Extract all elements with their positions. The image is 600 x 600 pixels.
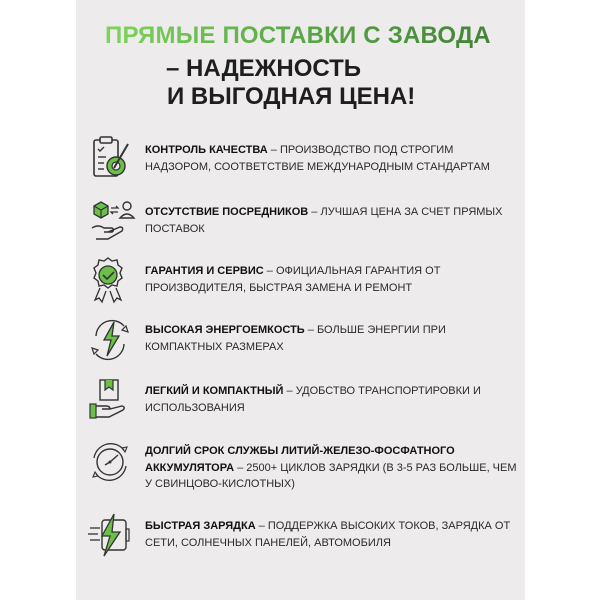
quality-control-clipboard-gear-icon <box>86 134 142 182</box>
warranty-badge-icon <box>86 256 142 304</box>
fast-charge-battery-icon <box>86 512 142 560</box>
feature-description: УДОБСТВО ТРАНСПОРТИРОВКИ И ИСПОЛЬЗОВАНИЯ <box>145 385 481 414</box>
feature-text: ДОЛГИЙ СРОК СЛУЖБЫ ЛИТИЙ-ЖЕЛЕЗО-ФОСФАТНОГО АККУМУЛЯТОРА – 2500+ ЦИКЛОВ ЗАРЯДКИ (В 3-5 РАЗ БОЛЬШЕ, ЧЕМ У СВИНЦОВО-КИСЛОТНЫХ) <box>145 445 517 490</box>
headline-black <box>166 55 415 111</box>
energy-lightning-cycle-icon <box>86 316 142 364</box>
headline-green: ПРЯМЫЕ ПОСТАВКИ С ЗАВОДА <box>105 22 525 50</box>
feature-title: ЛЕГКИЙ И КОМПАКТНЫЙ <box>145 385 284 397</box>
feature-text: ОТСУТСТВИЕ ПОСРЕДНИКОВ – ЛУЧШАЯ ЦЕНА ЗА СЧЕТ ПРЯМЫХ ПОСТАВОК <box>145 206 503 235</box>
feature-description: ПОДДЕРЖКА ВЫСОКИХ ТОКОВ, ЗАРЯДКА ОТ СЕТИ, СОЛНЕЧНЫХ ПАНЕЛЕЙ, АВТОМОБИЛЯ <box>145 520 511 549</box>
feature-text: ГАРАНТИЯ И СЕРВИС – ОФИЦИАЛЬНАЯ ГАРАНТИЯ ОТ ПРОИЗВОДИТЕЛЯ, БЫСТРАЯ ЗАМЕНА И РЕМОНТ <box>145 265 441 294</box>
headline-line-2: – НАДЕЖНОСТЬ <box>166 55 362 82</box>
lightweight-box-hand-icon <box>86 376 142 424</box>
feature-title: ДОЛГИЙ СРОК СЛУЖБЫ ЛИТИЙ-ЖЕЛЕЗО-ФОСФАТНОГО АККУМУЛЯТОРА <box>145 445 455 474</box>
feature-text: КОНТРОЛЬ КАЧЕСТВА – ПРОИЗВОДСТВО ПОД СТРОГИМ НАДЗОРОМ, СООТВЕТСТВИЕ МЕЖДУНАРОДНЫМ СТАНДАРТАМ <box>145 144 490 173</box>
feature-title: ОТСУТСТВИЕ ПОСРЕДНИКОВ <box>145 206 309 218</box>
feature-title: КОНТРОЛЬ КАЧЕСТВА <box>145 144 268 156</box>
headline-line-3: И ВЫГОДНАЯ ЦЕНА! <box>167 83 416 110</box>
feature-description: ЛУЧШАЯ ЦЕНА ЗА СЧЕТ ПРЯМЫХ ПОСТАВОК <box>145 206 503 235</box>
long-life-clock-cycle-icon <box>86 440 142 488</box>
feature-description: БОЛЬШЕ ЭНЕРГИИ ПРИ КОМПАКТНЫХ РАЗМЕРАХ <box>145 324 446 353</box>
feature-text: БЫСТРАЯ ЗАРЯДКА – ПОДДЕРЖКА ВЫСОКИХ ТОКОВ, ЗАРЯДКА ОТ СЕТИ, СОЛНЕЧНЫХ ПАНЕЛЕЙ, АВТОМОБИЛЯ <box>145 520 511 549</box>
feature-description: ПРОИЗВОДСТВО ПОД СТРОГИМ НАДЗОРОМ, СООТВЕТСТВИЕ МЕЖДУНАРОДНЫМ СТАНДАРТАМ <box>145 144 490 173</box>
direct-delivery-box-hand-icon <box>86 198 142 246</box>
feature-description: 2500+ ЦИКЛОВ ЗАРЯДКИ (В 3-5 РАЗ БОЛЬШЕ, ЧЕМ У СВИНЦОВО-КИСЛОТНЫХ) <box>145 461 517 490</box>
feature-description: ОФИЦИАЛЬНАЯ ГАРАНТИЯ ОТ ПРОИЗВОДИТЕЛЯ, БЫСТРАЯ ЗАМЕНА И РЕМОНТ <box>145 265 441 294</box>
feature-text: ЛЕГКИЙ И КОМПАКТНЫЙ – УДОБСТВО ТРАНСПОРТИРОВКИ И ИСПОЛЬЗОВАНИЯ <box>145 385 481 414</box>
feature-text: ВЫСОКАЯ ЭНЕРГОЕМКОСТЬ – БОЛЬШЕ ЭНЕРГИИ ПРИ КОМПАКТНЫХ РАЗМЕРАХ <box>145 324 446 353</box>
feature-title: ГАРАНТИЯ И СЕРВИС <box>145 265 264 277</box>
feature-title: ВЫСОКАЯ ЭНЕРГОЕМКОСТЬ <box>145 324 305 336</box>
feature-title: БЫСТРАЯ ЗАРЯДКА <box>145 520 256 532</box>
